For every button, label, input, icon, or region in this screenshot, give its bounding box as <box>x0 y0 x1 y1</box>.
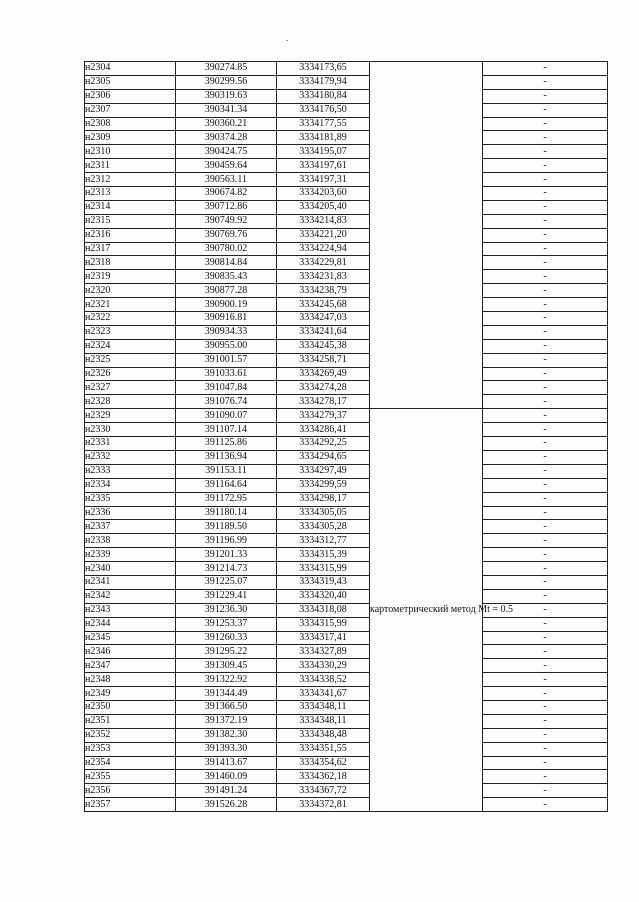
y-coordinate-cell: 3334176,50 <box>277 103 370 117</box>
y-coordinate-cell: 3334279,37 <box>277 409 370 423</box>
x-coordinate-cell: 391047.84 <box>176 381 277 395</box>
y-coordinate-cell: 3334317,41 <box>277 631 370 645</box>
point-id-cell: н2328 <box>85 395 176 409</box>
table-row <box>85 187 608 201</box>
table-row <box>85 673 608 687</box>
point-id-cell: н2346 <box>85 645 176 659</box>
point-id-cell: н2337 <box>85 520 176 534</box>
y-coordinate-cell: 3334305,05 <box>277 506 370 520</box>
description-cell: - <box>483 325 608 339</box>
table-row <box>85 714 608 728</box>
description-cell: - <box>483 312 608 326</box>
description-cell: - <box>483 353 608 367</box>
point-id-cell: н2314 <box>85 200 176 214</box>
description-cell: - <box>483 242 608 256</box>
x-coordinate-cell: 391164.64 <box>176 478 277 492</box>
point-id-cell: н2327 <box>85 381 176 395</box>
description-cell: - <box>483 423 608 437</box>
description-cell: - <box>483 534 608 548</box>
x-coordinate-cell: 390459.64 <box>176 159 277 173</box>
x-coordinate-cell: 391236.30 <box>176 603 277 617</box>
table-row <box>85 242 608 256</box>
description-cell: - <box>483 395 608 409</box>
table-row <box>85 756 608 770</box>
point-id-cell: н2319 <box>85 270 176 284</box>
table-row <box>85 700 608 714</box>
point-id-cell: н2324 <box>85 339 176 353</box>
y-coordinate-cell: 3334305,28 <box>277 520 370 534</box>
x-coordinate-cell: 391153.11 <box>176 464 277 478</box>
x-coordinate-cell: 391189.50 <box>176 520 277 534</box>
y-coordinate-cell: 3334180,84 <box>277 89 370 103</box>
table-row <box>85 728 608 742</box>
point-id-cell: н2325 <box>85 353 176 367</box>
y-coordinate-cell: 3334286,41 <box>277 423 370 437</box>
y-coordinate-cell: 3334241,64 <box>277 325 370 339</box>
y-coordinate-cell: 3334197,61 <box>277 159 370 173</box>
point-id-cell: н2330 <box>85 423 176 437</box>
y-coordinate-cell: 3334320,40 <box>277 589 370 603</box>
x-coordinate-cell: 390360.21 <box>176 117 277 131</box>
y-coordinate-cell: 3334312,77 <box>277 534 370 548</box>
point-id-cell: н2307 <box>85 103 176 117</box>
description-cell: - <box>483 339 608 353</box>
x-coordinate-cell: 391172.95 <box>176 492 277 506</box>
description-cell: - <box>483 409 608 423</box>
x-coordinate-cell: 390299.56 <box>176 75 277 89</box>
point-id-cell: н2331 <box>85 437 176 451</box>
description-cell: - <box>483 381 608 395</box>
table-row <box>85 770 608 784</box>
x-coordinate-cell: 390955.00 <box>176 339 277 353</box>
y-coordinate-cell: 3334181,89 <box>277 131 370 145</box>
x-coordinate-cell: 390712.86 <box>176 200 277 214</box>
table-row <box>85 312 608 326</box>
x-coordinate-cell: 390814.84 <box>176 256 277 270</box>
table-row <box>85 548 608 562</box>
point-id-cell: н2317 <box>85 242 176 256</box>
table-row <box>85 534 608 548</box>
x-coordinate-cell: 391382.30 <box>176 728 277 742</box>
description-cell: - <box>483 770 608 784</box>
table-row <box>85 62 608 76</box>
y-coordinate-cell: 3334269,49 <box>277 367 370 381</box>
y-coordinate-cell: 3334292,25 <box>277 437 370 451</box>
description-cell: - <box>483 506 608 520</box>
point-id-cell: н2332 <box>85 450 176 464</box>
x-coordinate-cell: 391309.45 <box>176 659 277 673</box>
coordinates-table-body <box>85 62 608 812</box>
x-coordinate-cell: 390341.34 <box>176 103 277 117</box>
description-cell: - <box>483 214 608 228</box>
x-coordinate-cell: 391372.19 <box>176 714 277 728</box>
description-cell: - <box>483 173 608 187</box>
table-row <box>85 159 608 173</box>
description-cell: - <box>483 631 608 645</box>
table-row <box>85 103 608 117</box>
description-cell: - <box>483 673 608 687</box>
table-row <box>85 575 608 589</box>
x-coordinate-cell: 390424.75 <box>176 145 277 159</box>
scan-mark <box>286 40 288 41</box>
y-coordinate-cell: 3334318,08 <box>277 603 370 617</box>
point-id-cell: н2350 <box>85 700 176 714</box>
description-cell: - <box>483 575 608 589</box>
description-cell: - <box>483 659 608 673</box>
y-coordinate-cell: 3334278,17 <box>277 395 370 409</box>
description-cell: - <box>483 437 608 451</box>
description-cell: - <box>483 714 608 728</box>
x-coordinate-cell: 391180.14 <box>176 506 277 520</box>
table-row <box>85 395 608 409</box>
table-row <box>85 381 608 395</box>
description-cell: - <box>483 200 608 214</box>
y-coordinate-cell: 3334245,68 <box>277 298 370 312</box>
description-cell: - <box>483 617 608 631</box>
x-coordinate-cell: 391344.49 <box>176 687 277 701</box>
description-cell: - <box>483 75 608 89</box>
table-row <box>85 339 608 353</box>
y-coordinate-cell: 3334214,83 <box>277 214 370 228</box>
table-row <box>85 589 608 603</box>
description-cell: - <box>483 256 608 270</box>
table-row <box>85 784 608 798</box>
point-id-cell: н2305 <box>85 75 176 89</box>
x-coordinate-cell: 391225.07 <box>176 575 277 589</box>
table-row <box>85 173 608 187</box>
table-row <box>85 256 608 270</box>
y-coordinate-cell: 3334221,20 <box>277 228 370 242</box>
x-coordinate-cell: 391526.28 <box>176 798 277 812</box>
y-coordinate-cell: 3334203,60 <box>277 187 370 201</box>
description-cell: - <box>483 131 608 145</box>
table-row <box>85 506 608 520</box>
table-row <box>85 214 608 228</box>
point-id-cell: н2352 <box>85 728 176 742</box>
x-coordinate-cell: 391125.86 <box>176 437 277 451</box>
x-coordinate-cell: 390674.82 <box>176 187 277 201</box>
point-id-cell: н2353 <box>85 742 176 756</box>
description-cell: - <box>483 478 608 492</box>
x-coordinate-cell: 390934.33 <box>176 325 277 339</box>
coordinates-table <box>84 61 608 812</box>
x-coordinate-cell: 391295.22 <box>176 645 277 659</box>
point-id-cell: н2339 <box>85 548 176 562</box>
x-coordinate-cell: 391033.61 <box>176 367 277 381</box>
x-coordinate-cell: 391229.41 <box>176 589 277 603</box>
y-coordinate-cell: 3334298,17 <box>277 492 370 506</box>
table-row <box>85 145 608 159</box>
x-coordinate-cell: 390916.81 <box>176 312 277 326</box>
x-coordinate-cell: 390274.85 <box>176 62 277 76</box>
description-cell: - <box>483 464 608 478</box>
description-cell: - <box>483 492 608 506</box>
method-note-cell: картометрический метод Mt = 0.5 <box>370 409 483 812</box>
y-coordinate-cell: 3334245,38 <box>277 339 370 353</box>
point-id-cell: н2308 <box>85 117 176 131</box>
table-row <box>85 325 608 339</box>
table-row <box>85 270 608 284</box>
y-coordinate-cell: 3334238,79 <box>277 284 370 298</box>
y-coordinate-cell: 3334231,83 <box>277 270 370 284</box>
y-coordinate-cell: 3334362,18 <box>277 770 370 784</box>
y-coordinate-cell: 3334315,99 <box>277 562 370 576</box>
x-coordinate-cell: 390835.43 <box>176 270 277 284</box>
x-coordinate-cell: 391491.24 <box>176 784 277 798</box>
point-id-cell: н2326 <box>85 367 176 381</box>
point-id-cell: н2322 <box>85 312 176 326</box>
point-id-cell: н2354 <box>85 756 176 770</box>
table-row <box>85 284 608 298</box>
y-coordinate-cell: 3334229,81 <box>277 256 370 270</box>
y-coordinate-cell: 3334173,65 <box>277 62 370 76</box>
y-coordinate-cell: 3334327,89 <box>277 645 370 659</box>
point-id-cell: н2334 <box>85 478 176 492</box>
y-coordinate-cell: 3334351,55 <box>277 742 370 756</box>
table-row <box>85 478 608 492</box>
table-row <box>85 200 608 214</box>
description-cell: - <box>483 103 608 117</box>
x-coordinate-cell: 391201.33 <box>176 548 277 562</box>
table-row <box>85 603 608 617</box>
point-id-cell: н2323 <box>85 325 176 339</box>
point-id-cell: н2315 <box>85 214 176 228</box>
description-cell: - <box>483 284 608 298</box>
point-id-cell: н2344 <box>85 617 176 631</box>
y-coordinate-cell: 3334341,67 <box>277 687 370 701</box>
point-id-cell: н2355 <box>85 770 176 784</box>
y-coordinate-cell: 3334179,94 <box>277 75 370 89</box>
table-row <box>85 75 608 89</box>
description-cell: - <box>483 298 608 312</box>
y-coordinate-cell: 3334315,39 <box>277 548 370 562</box>
point-id-cell: н2310 <box>85 145 176 159</box>
description-cell: - <box>483 548 608 562</box>
table-row <box>85 298 608 312</box>
x-coordinate-cell: 390877.28 <box>176 284 277 298</box>
table-row <box>85 659 608 673</box>
description-cell: - <box>483 784 608 798</box>
method-cell-empty <box>370 62 483 409</box>
x-coordinate-cell: 391260.33 <box>176 631 277 645</box>
y-coordinate-cell: 3334274,28 <box>277 381 370 395</box>
table-row <box>85 228 608 242</box>
point-id-cell: н2338 <box>85 534 176 548</box>
point-id-cell: н2306 <box>85 89 176 103</box>
description-cell: - <box>483 589 608 603</box>
table-row <box>85 131 608 145</box>
point-id-cell: н2333 <box>85 464 176 478</box>
point-id-cell: н2351 <box>85 714 176 728</box>
point-id-cell: н2318 <box>85 256 176 270</box>
point-id-cell: н2343 <box>85 603 176 617</box>
description-cell: - <box>483 645 608 659</box>
x-coordinate-cell: 390374.28 <box>176 131 277 145</box>
point-id-cell: н2347 <box>85 659 176 673</box>
table-row <box>85 464 608 478</box>
description-cell: - <box>483 145 608 159</box>
table-row <box>85 645 608 659</box>
y-coordinate-cell: 3334197,31 <box>277 173 370 187</box>
x-coordinate-cell: 390563.11 <box>176 173 277 187</box>
y-coordinate-cell: 3334195,07 <box>277 145 370 159</box>
table-row <box>85 798 608 812</box>
description-cell: - <box>483 687 608 701</box>
x-coordinate-cell: 390900.19 <box>176 298 277 312</box>
table-row <box>85 437 608 451</box>
table-row <box>85 492 608 506</box>
y-coordinate-cell: 3334330,29 <box>277 659 370 673</box>
y-coordinate-cell: 3334354,62 <box>277 756 370 770</box>
description-cell: - <box>483 89 608 103</box>
y-coordinate-cell: 3334258,71 <box>277 353 370 367</box>
y-coordinate-cell: 3334205,40 <box>277 200 370 214</box>
description-cell: - <box>483 270 608 284</box>
point-id-cell: н2329 <box>85 409 176 423</box>
y-coordinate-cell: 3334319,43 <box>277 575 370 589</box>
table-row <box>85 89 608 103</box>
y-coordinate-cell: 3334297,49 <box>277 464 370 478</box>
x-coordinate-cell: 391366.50 <box>176 700 277 714</box>
description-cell: - <box>483 159 608 173</box>
x-coordinate-cell: 390769.76 <box>176 228 277 242</box>
point-id-cell: н2304 <box>85 62 176 76</box>
y-coordinate-cell: 3334348,11 <box>277 714 370 728</box>
x-coordinate-cell: 391136.94 <box>176 450 277 464</box>
description-cell: - <box>483 520 608 534</box>
x-coordinate-cell: 391001.57 <box>176 353 277 367</box>
table-row <box>85 367 608 381</box>
description-cell: - <box>483 62 608 76</box>
point-id-cell: н2336 <box>85 506 176 520</box>
description-cell: - <box>483 603 608 617</box>
x-coordinate-cell: 391253.37 <box>176 617 277 631</box>
point-id-cell: н2348 <box>85 673 176 687</box>
description-cell: - <box>483 756 608 770</box>
y-coordinate-cell: 3334372,81 <box>277 798 370 812</box>
description-cell: - <box>483 187 608 201</box>
x-coordinate-cell: 390780.02 <box>176 242 277 256</box>
x-coordinate-cell: 391090.07 <box>176 409 277 423</box>
table-row <box>85 353 608 367</box>
y-coordinate-cell: 3334299,59 <box>277 478 370 492</box>
point-id-cell: н2340 <box>85 562 176 576</box>
table-row <box>85 409 608 423</box>
point-id-cell: н2342 <box>85 589 176 603</box>
table-row <box>85 520 608 534</box>
point-id-cell: н2316 <box>85 228 176 242</box>
point-id-cell: н2320 <box>85 284 176 298</box>
x-coordinate-cell: 391107.14 <box>176 423 277 437</box>
point-id-cell: н2341 <box>85 575 176 589</box>
description-cell: - <box>483 728 608 742</box>
table-row <box>85 423 608 437</box>
table-row <box>85 562 608 576</box>
x-coordinate-cell: 391076.74 <box>176 395 277 409</box>
y-coordinate-cell: 3334367,72 <box>277 784 370 798</box>
y-coordinate-cell: 3334348,48 <box>277 728 370 742</box>
table-row <box>85 631 608 645</box>
x-coordinate-cell: 391196.99 <box>176 534 277 548</box>
table-row <box>85 117 608 131</box>
point-id-cell: н2313 <box>85 187 176 201</box>
y-coordinate-cell: 3334315,99 <box>277 617 370 631</box>
description-cell: - <box>483 798 608 812</box>
description-cell: - <box>483 450 608 464</box>
point-id-cell: н2335 <box>85 492 176 506</box>
x-coordinate-cell: 391460.09 <box>176 770 277 784</box>
description-cell: - <box>483 228 608 242</box>
point-id-cell: н2345 <box>85 631 176 645</box>
description-cell: - <box>483 562 608 576</box>
description-cell: - <box>483 742 608 756</box>
y-coordinate-cell: 3334338,52 <box>277 673 370 687</box>
description-cell: - <box>483 117 608 131</box>
table-row <box>85 617 608 631</box>
x-coordinate-cell: 391393.30 <box>176 742 277 756</box>
point-id-cell: н2311 <box>85 159 176 173</box>
point-id-cell: н2356 <box>85 784 176 798</box>
y-coordinate-cell: 3334177,55 <box>277 117 370 131</box>
table-row <box>85 687 608 701</box>
table-row <box>85 742 608 756</box>
x-coordinate-cell: 391214.73 <box>176 562 277 576</box>
table-row <box>85 450 608 464</box>
point-id-cell: н2349 <box>85 687 176 701</box>
point-id-cell: н2321 <box>85 298 176 312</box>
x-coordinate-cell: 391413.67 <box>176 756 277 770</box>
point-id-cell: н2312 <box>85 173 176 187</box>
y-coordinate-cell: 3334247,03 <box>277 312 370 326</box>
point-id-cell: н2357 <box>85 798 176 812</box>
x-coordinate-cell: 390319.63 <box>176 89 277 103</box>
y-coordinate-cell: 3334348,11 <box>277 700 370 714</box>
description-cell: - <box>483 367 608 381</box>
y-coordinate-cell: 3334224,94 <box>277 242 370 256</box>
y-coordinate-cell: 3334294,65 <box>277 450 370 464</box>
x-coordinate-cell: 390749.92 <box>176 214 277 228</box>
point-id-cell: н2309 <box>85 131 176 145</box>
description-cell: - <box>483 700 608 714</box>
x-coordinate-cell: 391322.92 <box>176 673 277 687</box>
